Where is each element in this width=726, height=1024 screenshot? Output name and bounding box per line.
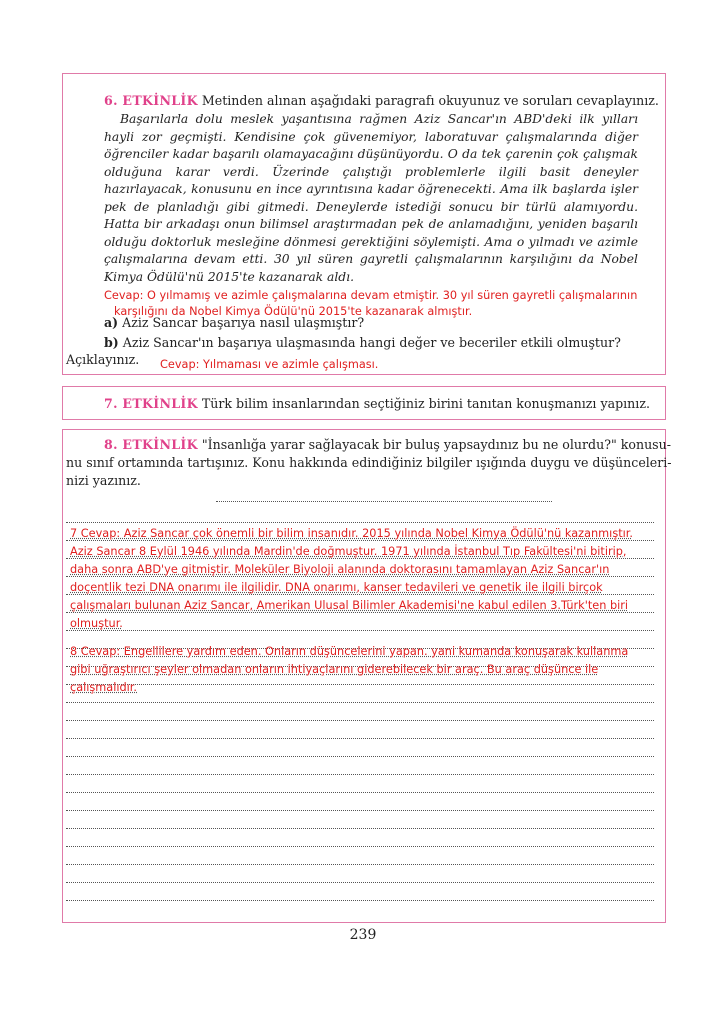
writing-line[interactable] [66, 792, 654, 793]
question-a-text: Aziz Sancar başarıya nasıl ulaşmıştır? [122, 315, 365, 330]
writing-line[interactable] [66, 810, 654, 811]
activity-6-number: 6. ETKİNLİK [104, 93, 198, 108]
writing-line[interactable] [66, 864, 654, 865]
writing-line[interactable] [216, 501, 552, 502]
activity-6-heading [104, 92, 659, 109]
question-a [104, 314, 364, 331]
answer-8-line-3: çalışmalıdır. [70, 681, 138, 694]
activity-8-instruction-2: nu sınıf ortamında tartışınız. Konu hakkında edindiğiniz bilgiler ışığında duygu ve düşünceleri- [66, 455, 672, 470]
writing-line[interactable] [66, 720, 654, 721]
answer-7-line-3: daha sonra ABD'ye gitmiştir. Moleküler Biyoloji alanında doktorasını tamamlayan Aziz Sancar'ın [70, 563, 610, 576]
activity-8-heading [104, 436, 671, 453]
question-b [104, 334, 664, 351]
writing-line[interactable] [66, 846, 654, 847]
question-b-line-2: Açıklayınız. [66, 352, 140, 367]
writing-line[interactable] [66, 702, 654, 703]
writing-line[interactable] [66, 828, 654, 829]
activity-6-instruction: Metinden alınan aşağıdaki paragrafı okuyunuz ve soruları cevaplayınız. [201, 93, 659, 108]
activity-7-heading [104, 395, 650, 412]
writing-line[interactable] [66, 774, 654, 775]
activity-7-number: 7. ETKİNLİK [104, 396, 198, 411]
page-number: 239 [349, 927, 377, 943]
writing-line[interactable] [66, 882, 654, 883]
answer-b: Cevap: Yılmaması ve azimle çalışması. [160, 358, 379, 371]
activity-7-instruction: Türk bilim insanlarından seçtiğiniz birini tanıtan konuşmanızı yapınız. [201, 396, 650, 411]
answer-7-line-1: 7 Cevap: Aziz Sancar çok önemli bir bilim insanıdır. 2015 yılında Nobel Kimya Ödülü'nü kazanmıştır. [70, 527, 633, 540]
activity-6-paragraph: Başarılarla dolu meslek yaşantısına rağmen Aziz Sancar'ın ABD'deki ilk yılları hayli zor geçmişti. Kendisine çok güvenemiyor, laboratuvar çalışmalarında diğer öğrenciler kadar başarılı olamayacağını düşünüyordu. O da tek çarenin çok çalışmak olduğuna karar verdi. Üzerinde çalıştığı problemlerle ilgili basit deneyler hazırlayacak, konusunu en ince ayrıntısına kadar öğrenecekti. Ama ilk başlarda işler pek de planladığı gibi gitmedi. Deneylerde istediği sonucu bir türlü alamıyordu. Hatta bir arkadaşı onun bilimsel araştırmadan pek de anlamadığını, yeniden başarılı olduğu doktorluk mesleğine dönmesi gerektiğini söylemişti. Ama o yılmadı ve azimle çalışmalarına devam etti. 30 yıl süren gayretli çalışmalarının karşılığını da Nobel Kimya Ödülü'nü 2015'te kazanarak aldı. [104, 112, 638, 284]
writing-line[interactable] [66, 522, 654, 523]
question-a-label: a) [104, 315, 119, 330]
writing-line[interactable] [66, 630, 654, 631]
answer-8-line-1: 8 Cevap: Engellilere yardım eden. Onların düşüncelerini yapan. yani kumanda konuşarak kullanma [70, 645, 629, 658]
activity-8-number: 8. ETKİNLİK [104, 437, 198, 452]
answer-7-line-4: doçentlik tezi DNA onarımı ile ilgilidir. DNA onarımı, kanser tedavileri ve genetik ile ilgili birçok [70, 581, 603, 594]
answer-a-line-2: karşılığını da Nobel Kimya Ödülü'nü 2015'te kazanarak almıştır. [114, 305, 473, 318]
question-b-label: b) [104, 335, 119, 350]
answer-7-line-6: olmuştur. [70, 617, 123, 630]
answer-8-line-2: gibi uğraştırıcı şeyler olmadan onların ihtiyaçlarını giderebilecek bir araç. Bu araç düşünce ile [70, 663, 599, 676]
activity-8-instruction-1: "İnsanlığa yarar sağlayacak bir buluş yapsaydınız bu ne olurdu?" konusu- [201, 437, 672, 452]
writing-line[interactable] [66, 756, 654, 757]
question-b-text: Aziz Sancar'ın başarıya ulaşmasında hangi değer ve beceriler etkili olmuştur? [122, 335, 621, 350]
writing-line[interactable] [66, 900, 654, 901]
writing-line[interactable] [66, 684, 654, 685]
answer-a-line-1: Cevap: O yılmamış ve azimle çalışmalarına devam etmiştir. 30 yıl süren gayretli çalışmalarının [104, 289, 638, 302]
activity-8-instruction-3: nizi yazınız. [66, 473, 141, 488]
answer-7-line-5: çalışmaları bulunan Aziz Sancar, Amerikan Ulusal Bilimler Akademisi'ne kabul edilen 3.Türk'ten biri [70, 599, 629, 612]
writing-line[interactable] [66, 738, 654, 739]
answer-7-line-2: Aziz Sancar 8 Eylül 1946 yılında Mardin'de doğmuştur. 1971 yılında İstanbul Tıp Fakültesi'ni bitirip, [70, 545, 627, 558]
